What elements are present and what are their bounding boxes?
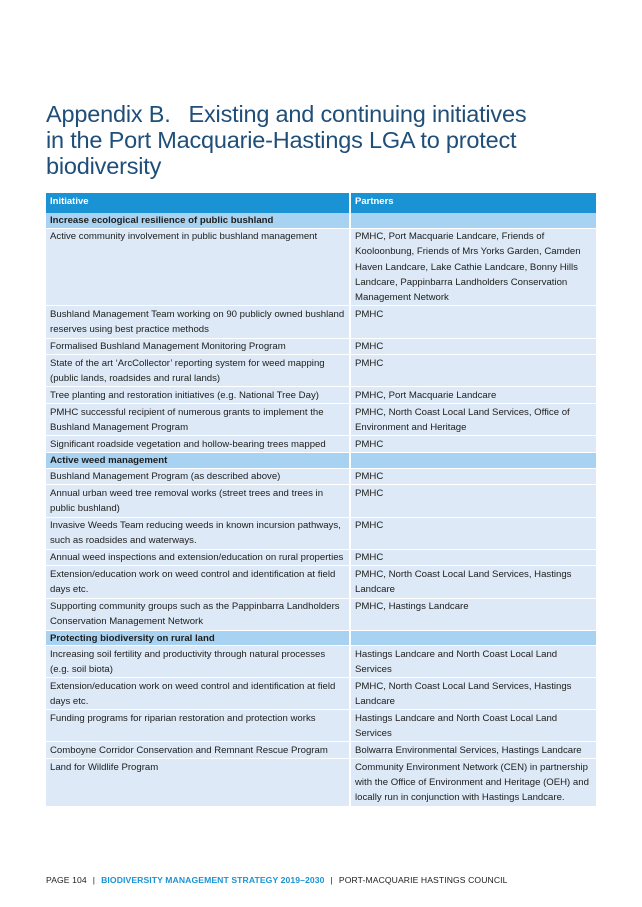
initiative-cell: Comboyne Corridor Conservation and Remnant Rescue Program — [46, 742, 350, 759]
table-row — [46, 742, 596, 759]
appendix-label: Appendix B. — [46, 101, 171, 127]
footer-separator: | — [330, 875, 333, 885]
partners-cell: PMHC, North Coast Local Land Services, Office of Environment and Heritage — [350, 404, 596, 436]
section-title: Protecting biodiversity on rural land — [46, 630, 350, 646]
initiative-cell: Annual weed inspections and extension/education on rural properties — [46, 549, 350, 566]
partners-cell: PMHC — [350, 436, 596, 453]
partners-cell: Bolwarra Environmental Services, Hastings Landcare — [350, 742, 596, 759]
table-row — [46, 436, 596, 453]
table-row — [46, 485, 596, 517]
section-partners-cell — [350, 213, 596, 228]
initiatives-table — [46, 193, 596, 807]
document-title: BIODIVERSITY MANAGEMENT STRATEGY 2019–2030 — [101, 875, 325, 885]
table-row — [46, 549, 596, 566]
initiative-cell: PMHC successful recipient of numerous grants to implement the Bushland Management Program — [46, 404, 350, 436]
initiative-cell: Invasive Weeds Team reducing weeds in known incursion pathways, such as roadsides and waterways. — [46, 517, 350, 549]
column-header-initiative: Initiative — [46, 193, 350, 213]
partners-cell: PMHC — [350, 338, 596, 355]
table-row — [46, 404, 596, 436]
table-row — [46, 598, 596, 630]
section-row — [46, 213, 596, 228]
table-row — [46, 759, 596, 806]
initiative-cell: Funding programs for riparian restoration and protection works — [46, 710, 350, 742]
partners-cell: Hastings Landcare and North Coast Local Land Services — [350, 710, 596, 742]
initiative-cell: Bushland Management Program (as described above) — [46, 468, 350, 485]
table-header-row — [46, 193, 596, 213]
heading-line-3: biodiversity — [46, 153, 162, 179]
table-row — [46, 306, 596, 338]
initiative-cell: Extension/education work on weed control and identification at field days etc. — [46, 678, 350, 710]
partners-cell: PMHC, Port Macquarie Landcare — [350, 387, 596, 404]
initiative-cell: Significant roadside vegetation and hollow-bearing trees mapped — [46, 436, 350, 453]
partners-cell: PMHC — [350, 517, 596, 549]
heading-line-1: Existing and continuing initiatives — [188, 101, 527, 127]
table-row — [46, 355, 596, 387]
partners-cell: Hastings Landcare and North Coast Local Land Services — [350, 646, 596, 678]
table-row — [46, 338, 596, 355]
table-row — [46, 566, 596, 598]
initiative-cell: Formalised Bushland Management Monitoring Program — [46, 338, 350, 355]
table-row — [46, 468, 596, 485]
table-row — [46, 678, 596, 710]
partners-cell: PMHC, Hastings Landcare — [350, 598, 596, 630]
initiative-cell: State of the art ‘ArcCollector’ reporting system for weed mapping (public lands, roadsides and rural lands) — [46, 355, 350, 387]
page-footer — [46, 875, 508, 885]
council-name: PORT-MACQUARIE HASTINGS COUNCIL — [338, 875, 508, 885]
heading-line-2: in the Port Macquarie-Hastings LGA to protect — [46, 127, 517, 153]
partners-cell: PMHC — [350, 355, 596, 387]
initiative-cell: Land for Wildlife Program — [46, 759, 350, 806]
initiatives-table-container — [46, 193, 596, 807]
initiative-cell: Extension/education work on weed control and identification at field days etc. — [46, 566, 350, 598]
column-header-partners: Partners — [350, 193, 596, 213]
partners-cell: PMHC, Port Macquarie Landcare, Friends of Kooloonbung, Friends of Mrs Yorks Garden, Camden Haven Landcare, Lake Cathie Landcare, Bonny Hills Landcare, Pappinbarra Landholders Conservation Management Network — [350, 228, 596, 306]
initiative-cell: Annual urban weed tree removal works (street trees and trees in public bushland) — [46, 485, 350, 517]
section-partners-cell — [350, 453, 596, 469]
partners-cell: PMHC — [350, 485, 596, 517]
page-heading — [46, 101, 606, 179]
table-row — [46, 646, 596, 678]
partners-cell: PMHC — [350, 468, 596, 485]
page-number: PAGE 104 — [46, 875, 87, 885]
footer-separator: | — [92, 875, 96, 885]
table-row — [46, 228, 596, 306]
initiative-cell: Increasing soil fertility and productivity through natural processes (e.g. soil biota) — [46, 646, 350, 678]
section-partners-cell — [350, 630, 596, 646]
partners-cell: Community Environment Network (CEN) in partnership with the Office of Environment and Heritage (OEH) and locally run in conjunction with Hastings Landcare. — [350, 759, 596, 806]
section-row — [46, 453, 596, 469]
partners-cell: PMHC, North Coast Local Land Services, Hastings Landcare — [350, 566, 596, 598]
partners-cell: PMHC — [350, 549, 596, 566]
initiative-cell: Tree planting and restoration initiatives (e.g. National Tree Day) — [46, 387, 350, 404]
table-row — [46, 710, 596, 742]
section-title: Active weed management — [46, 453, 350, 469]
table-row — [46, 517, 596, 549]
table-body — [46, 213, 596, 806]
initiative-cell: Bushland Management Team working on 90 publicly owned bushland reserves using best practice methods — [46, 306, 350, 338]
section-title: Increase ecological resilience of public bushland — [46, 213, 350, 228]
section-row — [46, 630, 596, 646]
initiative-cell: Active community involvement in public bushland management — [46, 228, 350, 306]
initiative-cell: Supporting community groups such as the Pappinbarra Landholders Conservation Management Network — [46, 598, 350, 630]
table-row — [46, 387, 596, 404]
partners-cell: PMHC — [350, 306, 596, 338]
partners-cell: PMHC, North Coast Local Land Services, Hastings Landcare — [350, 678, 596, 710]
